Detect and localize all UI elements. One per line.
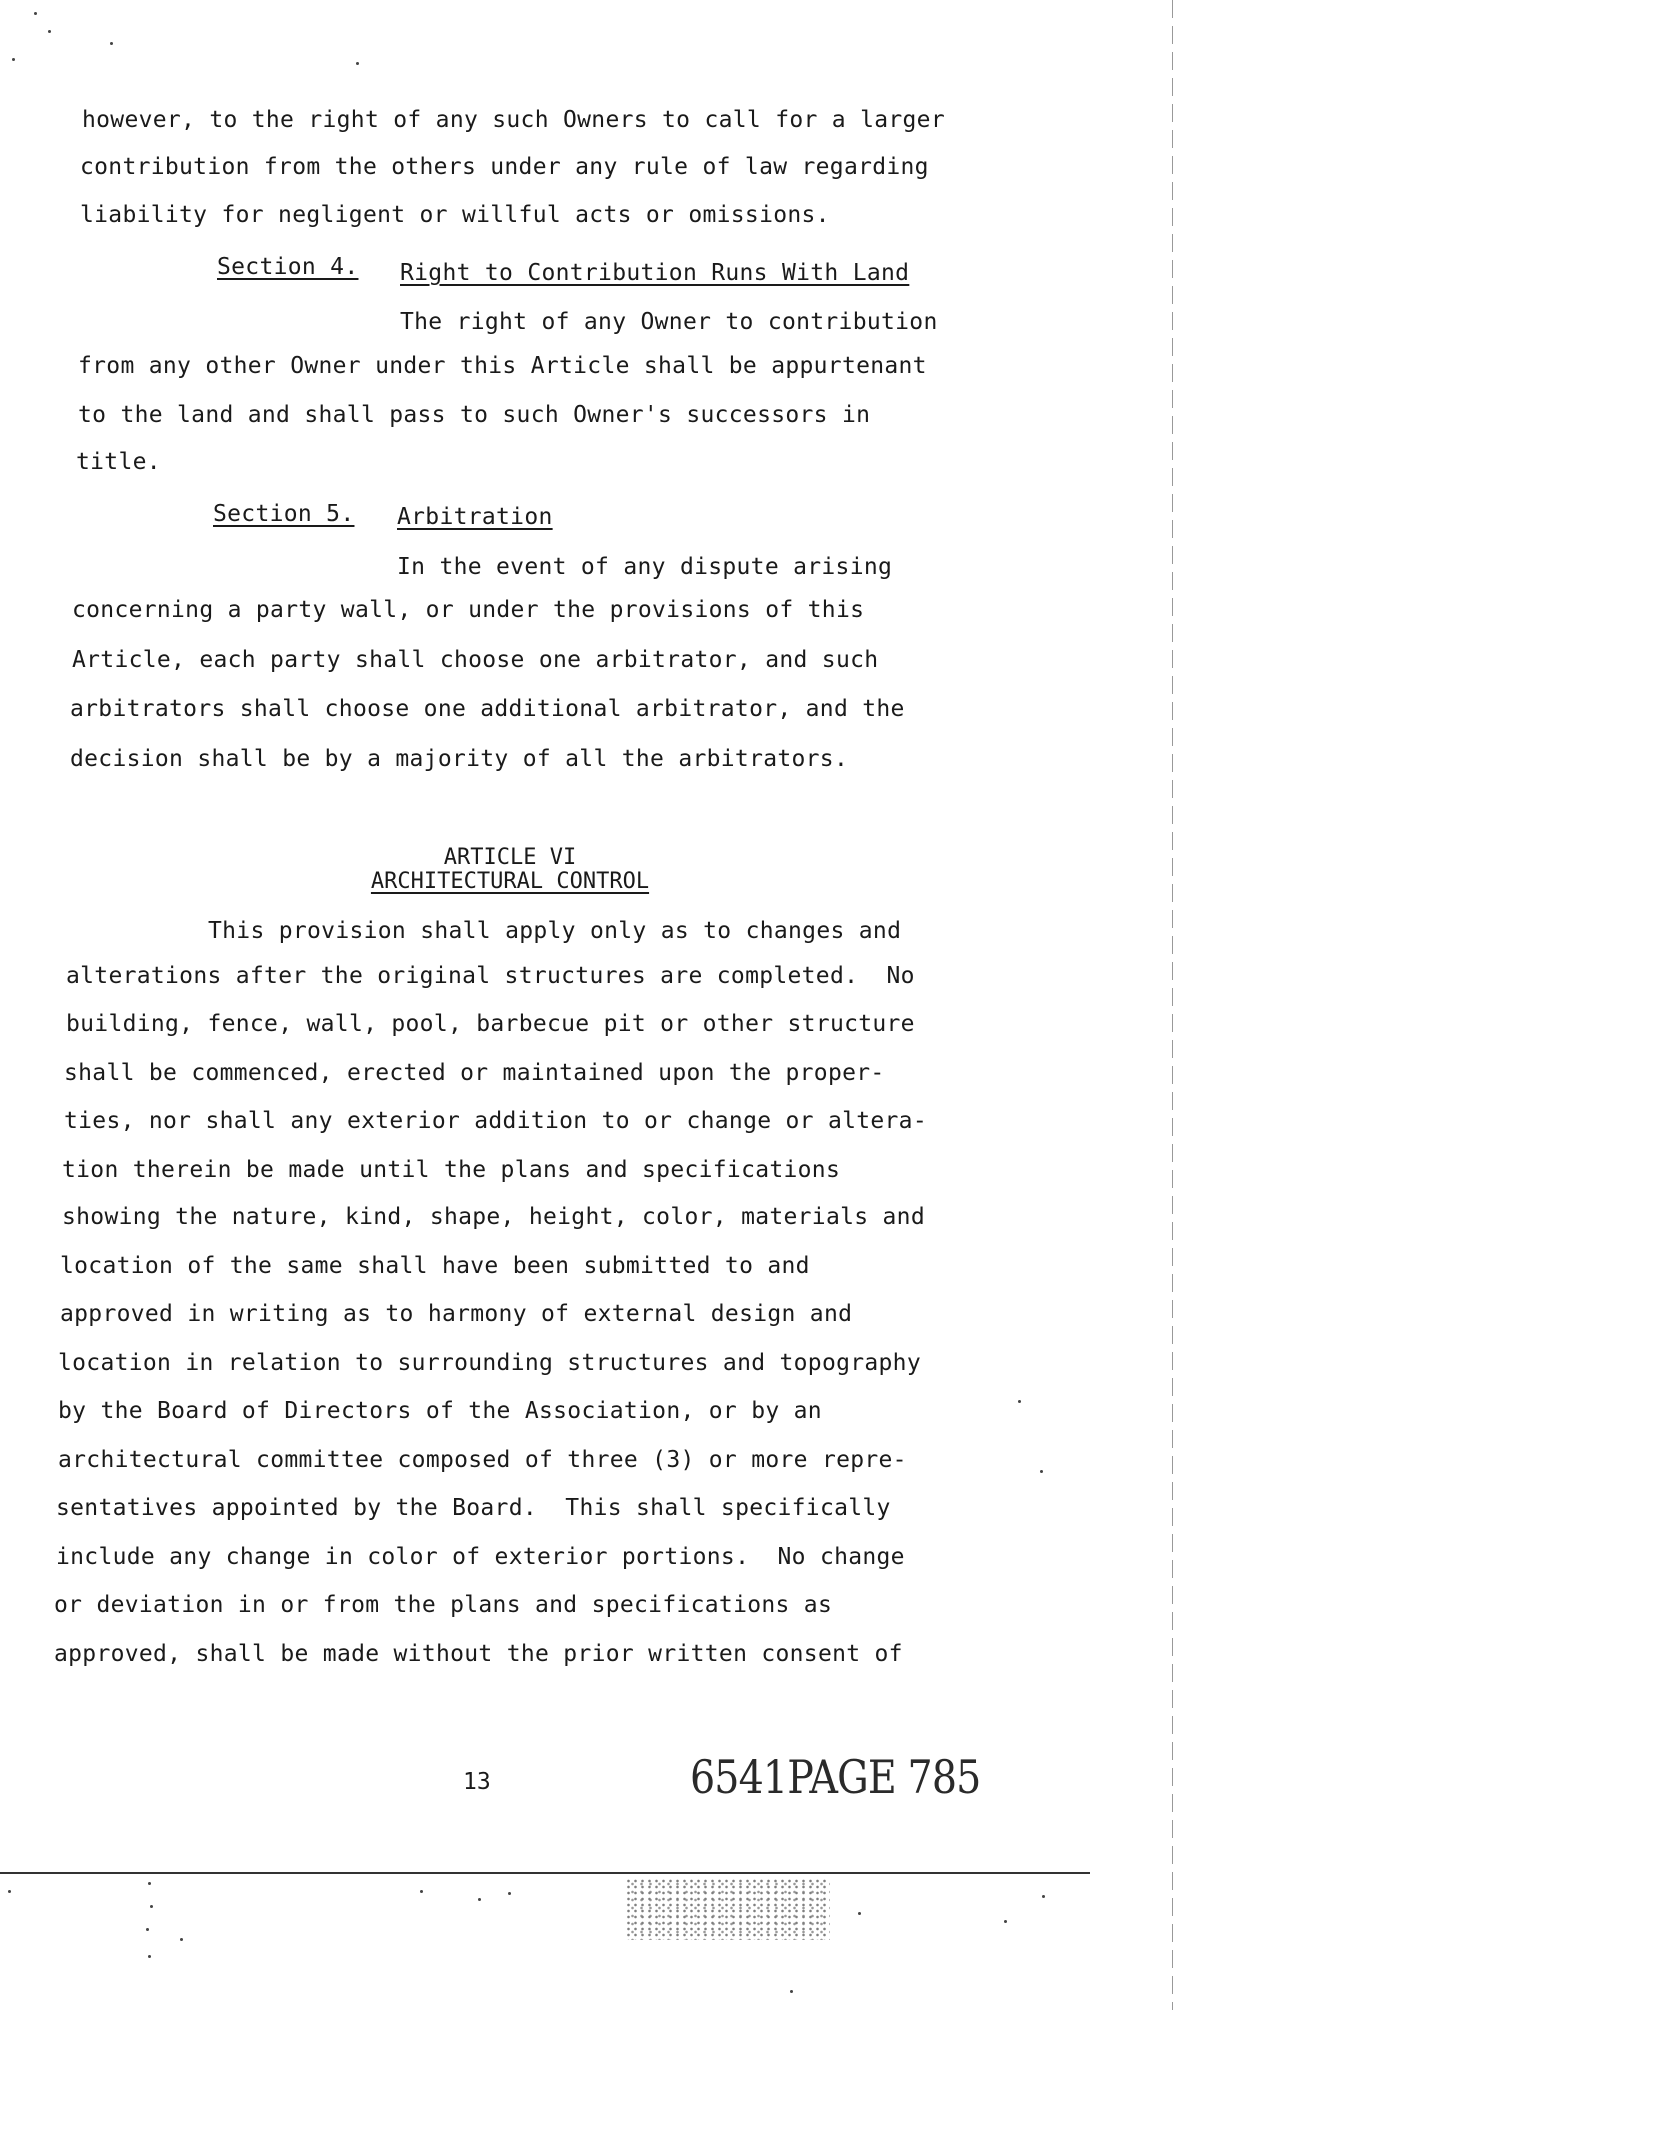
body-line: building, fence, wall, pool, barbecue pit or other structure bbox=[66, 1011, 915, 1037]
body-line: shall be commenced, erected or maintained upon the proper- bbox=[64, 1060, 885, 1086]
body-line: however, to the right of any such Owners to call for a larger bbox=[82, 107, 945, 133]
body-line: or deviation in or from the plans and specifications as bbox=[54, 1592, 833, 1618]
scan-speck bbox=[1004, 1920, 1007, 1923]
article-heading: ARTICLE VI bbox=[443, 845, 577, 870]
body-line: sentatives appointed by the Board. This shall specifically bbox=[56, 1495, 891, 1521]
page-number: 13 bbox=[463, 1769, 491, 1795]
body-line: location in relation to surrounding structures and topography bbox=[58, 1350, 921, 1376]
scan-edge-line bbox=[1172, 0, 1173, 2010]
body-line: from any other Owner under this Article shall be appurtenant bbox=[78, 353, 927, 379]
section-5-number: Section 5. bbox=[213, 501, 355, 527]
body-line: approved, shall be made without the prior written consent of bbox=[54, 1641, 903, 1667]
scan-speck bbox=[148, 1955, 151, 1958]
scan-speck bbox=[356, 62, 359, 65]
body-line: liability for negligent or willful acts or omissions. bbox=[80, 202, 830, 228]
body-line: showing the nature, kind, shape, height, color, materials and bbox=[62, 1204, 925, 1230]
scan-speck bbox=[110, 42, 113, 45]
body-line: to the land and shall pass to such Owner's successors in bbox=[78, 402, 871, 428]
scan-speck bbox=[148, 1882, 151, 1885]
section-5-title: Arbitration bbox=[397, 504, 553, 530]
scan-speck bbox=[34, 12, 37, 15]
body-line: alterations after the original structures are completed. No bbox=[66, 963, 915, 989]
body-line: In the event of any dispute arising bbox=[397, 554, 893, 580]
scan-speck bbox=[1040, 1470, 1043, 1473]
body-line: concerning a party wall, or under the provisions of this bbox=[72, 597, 865, 623]
body-line: approved in writing as to harmony of external design and bbox=[60, 1301, 853, 1327]
scan-speck bbox=[8, 1890, 11, 1893]
scan-speck bbox=[508, 1892, 511, 1895]
body-line: architectural committee composed of three (3) or more repre- bbox=[58, 1447, 907, 1473]
scan-bottom-rule bbox=[0, 1872, 1090, 1874]
scan-speck bbox=[1018, 1400, 1021, 1403]
book-page-stamp: 6541PAGE 785 bbox=[690, 1750, 981, 1804]
body-line: include any change in color of exterior portions. No change bbox=[56, 1544, 905, 1570]
article-subheading: ARCHITECTURAL CONTROL bbox=[370, 869, 650, 894]
scan-noise-patch bbox=[625, 1878, 830, 1940]
body-line: The right of any Owner to contribution bbox=[400, 309, 938, 335]
body-line: location of the same shall have been submitted to and bbox=[60, 1253, 810, 1279]
scan-speck bbox=[1042, 1895, 1045, 1898]
body-line: ties, nor shall any exterior addition to or change or altera- bbox=[64, 1108, 927, 1134]
body-line: contribution from the others under any rule of law regarding bbox=[80, 154, 929, 180]
scan-speck bbox=[48, 30, 51, 33]
scan-speck bbox=[146, 1928, 149, 1931]
scan-speck bbox=[790, 1990, 793, 1993]
body-line: Article, each party shall choose one arbitrator, and such bbox=[72, 647, 879, 673]
body-line: arbitrators shall choose one additional arbitrator, and the bbox=[70, 696, 905, 722]
body-line: by the Board of Directors of the Association, or by an bbox=[58, 1398, 822, 1424]
body-line: title. bbox=[76, 449, 161, 475]
scan-speck bbox=[180, 1938, 183, 1941]
scan-speck bbox=[420, 1890, 423, 1893]
body-line: decision shall be by a majority of all the arbitrators. bbox=[70, 746, 849, 772]
scan-speck bbox=[12, 58, 15, 61]
scan-speck bbox=[478, 1898, 481, 1901]
scan-speck bbox=[150, 1905, 153, 1908]
section-4-title: Right to Contribution Runs With Land bbox=[400, 260, 910, 286]
scan-speck bbox=[858, 1912, 861, 1915]
section-4-number: Section 4. bbox=[217, 254, 359, 280]
body-line: tion therein be made until the plans and specifications bbox=[62, 1157, 841, 1183]
body-line: This provision shall apply only as to changes and bbox=[208, 918, 902, 944]
